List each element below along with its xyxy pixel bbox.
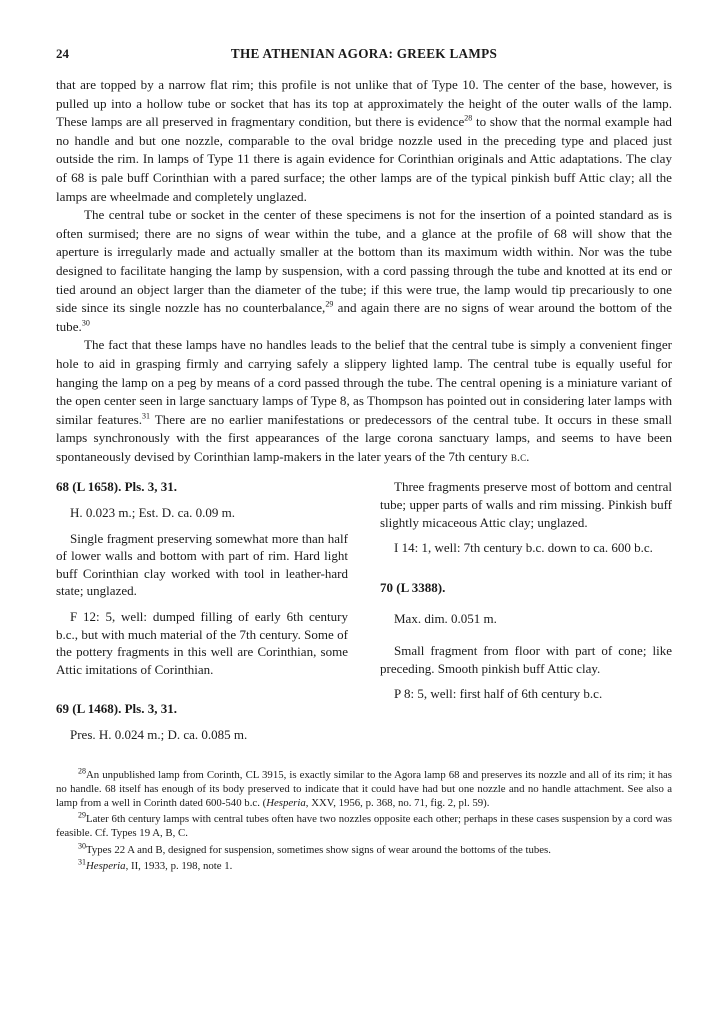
- entry-68-head: 68 (L 1658). Pls. 3, 31.: [56, 479, 177, 495]
- paragraph-3: The fact that these lamps have no handles leads to the belief that the central tube is simply a convenient finger hole to aid in grasping firmly and carrying safely a slippery lighted lamp. The central tube is equally useful for hanging the lamp on a peg by means of a cord passed through the tube. The central opening is a miniature variant of the open center seen in large sanctuary lamps of Type 8, as Thompson has pointed out in considering later lamps with similar features.$^{31}$ There are no earlier manifestations or predecessors of the central tube. It occurs in these small lamps synchronously with the first appearances of the large corona sanctuary lamps, and seems to have been spontaneously devised by Corinthian lamp-makers in the later years of the 7th century b.c.: [56, 337, 672, 464]
- entry-69-context: I 14: 1, well: 7th century b.c. down to ca. 600 b.c.: [394, 540, 653, 556]
- entry-70-head: 70 (L 3388).: [380, 579, 446, 595]
- body-text: [56, 76, 672, 466]
- entry-68-dims: H. 0.023 m.; Est. D. ca. 0.09 m.: [70, 505, 236, 521]
- footnote-29: $^{29}$Later 6th century lamps with central tubes often have two nozzles opposite each other; perhaps in these cases suspension by a cord was feasible. Cf. Types 19 A, B, C.: [56, 810, 672, 840]
- footnote-ref-30[interactable]: 30: [81, 318, 90, 328]
- running-title: THE ATHENIAN AGORA: GREEK LAMPS: [230, 46, 498, 61]
- catalogue-right-column: [380, 478, 672, 743]
- paragraph-2: The central tube or socket in the center of these specimens is not for the insertion of a pointed standard as is often surmised; there are no signs of wear within the tube, and a glance at the profile of 68 will show that the aperture is irregularly made and actually smaller at the bottom than its maximum width within. Nor was the tube designed to facilitate hanging the lamp by suspension, with a cord passing through the tube and knotted at its end or tied around an object larger than the diameter of the tube; if this were true, the lamp would tip precariously to one side since its single nozzle has no counterbalance,$^{29}$ and again there are no signs of wear around the bottom of the tube.$^{30}$: [56, 207, 672, 334]
- page: [56, 46, 672, 875]
- catalogue-left-column: [56, 478, 348, 743]
- footnotes: [56, 768, 672, 873]
- entry-68-context: F 12: 5, well: dumped filling of early 6th century b.c., but with much material of the 7th century. Some of the pottery fragments in this well are Corinthian, some Attic imitations of Corinthian.: [56, 609, 348, 677]
- entry-69-desc: Three fragments preserve most of bottom and central tube; upper parts of walls and rim missing. Pinkish buff slightly micaceous Attic clay; unglazed.: [380, 479, 672, 530]
- footnote-ref-29[interactable]: 29: [325, 299, 334, 309]
- entry-68-desc: Single fragment preserving somewhat more than half of lower walls and bottom with part of rim. Hard light buff Corinthian clay worked with tool in leather-hard state; unglazed.: [56, 530, 348, 599]
- entry-70-dims: Max. dim. 0.051 m.: [394, 611, 497, 627]
- footnote-28: $^{28}$An unpublished lamp from Corinth, CL 3915, is exactly similar to the Agora lamp 68 and preserves its nozzle and all of its rim; it has no handle. 68 itself has enough of its body preserved to indicate that it could have had but one nozzle and no handle attachment. See also a lamp from a well in Corinth dated 600-540 b.c. (Hesperia, XXV, 1956, p. 368, no. 71, fig. 2, pl. 59).: [56, 766, 672, 809]
- entry-70-context: P 8: 5, well: first half of 6th century b.c.: [394, 686, 603, 702]
- footnote-ref-31[interactable]: 31: [142, 411, 151, 421]
- entry-69-head: 69 (L 1468). Pls. 3, 31.: [56, 701, 177, 717]
- footnote-30: $^{30}$Types 22 A and B, designed for suspension, sometimes show signs of wear around the bottoms of the tubes.: [78, 841, 551, 856]
- footnote-31: $^{31}$Hesperia, II, 1933, p. 198, note 1.: [78, 857, 233, 872]
- page-header: [56, 46, 672, 68]
- page-number: 24: [56, 46, 69, 61]
- paragraph-1: that are topped by a narrow flat rim; this profile is not unlike that of Type 10. The center of the base, however, is pulled up into a hollow tube or socket that has its top at approximately the height of the outer walls of the lamp. These lamps are all preserved in fragmentary condition, but there is evidence$^{28}$ to show that the normal example had no handle and but one nozzle, comparable to the oval bridge nozzle used in the preceding type and placed just outside the rim. In lamps of Type 11 there is again evidence for Corinthian originals and Attic adaptations. The clay of 68 is pale buff Corinthian with a pared surface; the other lamps are of the typical pinkish buff Attic clay; all the lamps are wheelmade and completely unglazed.: [56, 77, 672, 204]
- catalogue: [56, 478, 672, 743]
- entry-69-dims: Pres. H. 0.024 m.; D. ca. 0.085 m.: [70, 727, 248, 742]
- entry-70-desc: Small fragment from floor with part of cone; like preceding. Smooth pinkish buff Attic clay.: [380, 643, 672, 676]
- footnote-ref-28[interactable]: 28: [464, 113, 473, 123]
